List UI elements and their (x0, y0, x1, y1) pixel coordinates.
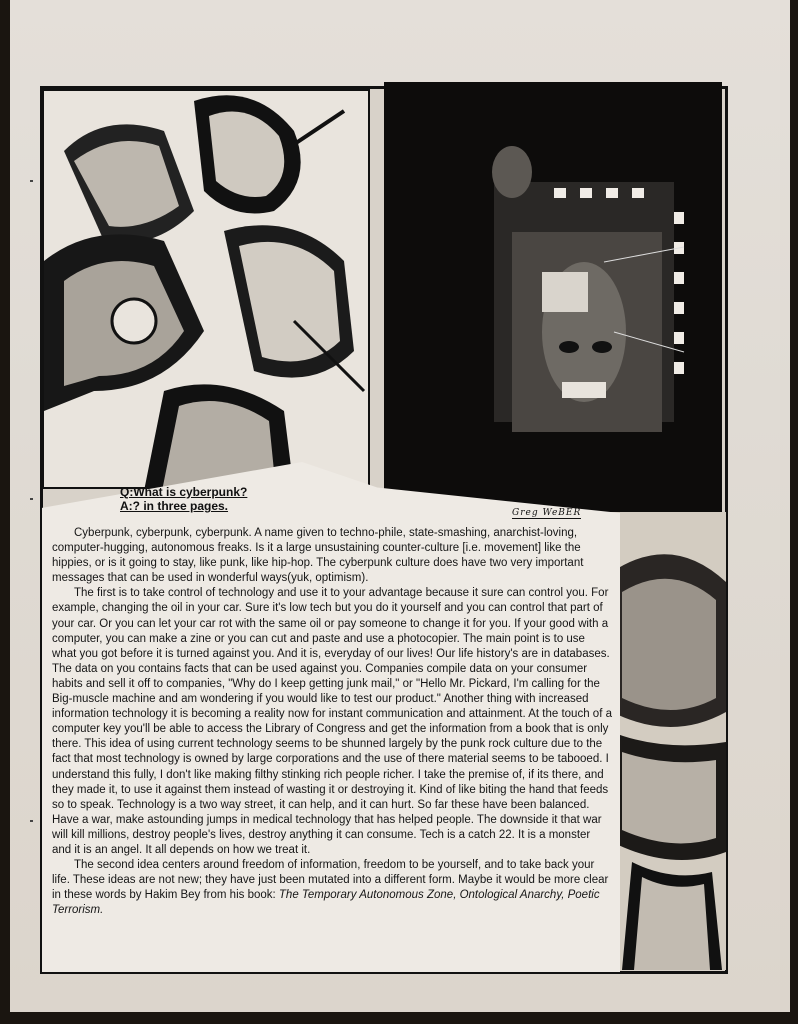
manga-figure-illustration (612, 512, 726, 970)
punch-mark (30, 498, 33, 500)
paragraph-text: The second idea centers around freedom of information, freedom to be yourself, and to take back your life. These ideas are not new; they have just been mutated into a different form. Maybe it would be more clear in these words by Hakim Bey from his book: (52, 859, 609, 902)
photocopied-mask-photo (384, 82, 722, 512)
question-heading: Q:What is cyberpunk? (120, 485, 248, 499)
paragraph (52, 858, 612, 918)
article-heading (120, 485, 247, 513)
book-title: The Temporary Autonomous Zone, Ontological Anarchy, Poetic Terrorism. (52, 889, 600, 917)
manga-robot-illustration (42, 89, 370, 489)
artist-credit: Greg WeBER (512, 508, 582, 518)
answer-heading: A:? in three pages. (120, 499, 229, 513)
punch-mark (30, 820, 33, 822)
paragraph: Cyberpunk, cyberpunk, cyberpunk. A name given to techno-phile, state-smashing, anarchist-loving, computer-hugging, autonomous freaks. Is it a large unsustaining counter-culture [i.e. movement] like the hippies, or is it going to stay, like punk, like hip-hop. The cyberpunk culture does have two very important messages that can be used in wonderful ways(yuk, optimism). (52, 527, 584, 585)
punch-mark (30, 180, 33, 182)
paragraph: The first is to take control of technology and use it to your advantage because it sure can control you. For example, changing the oil in your car. Sure it's low tech but you do it yourself and you can control that part of your car. Or you can let your car rot with the same oil or pay someone to change it for you. If your good with a computer, you can make a zine or you can cut and paste and use a photocopier. The main point is to use what you got before it is turned against you. And it is, everyday of our lives! Our life history's are in databases. The data on you contains facts that can be used against you. Companies compile data on your consumer habits and sell it off to companies, "Why do I keep getting junk mail," or "Hello Mr. Pickard, I'm calling for the Big-muscle machine and am wondering if you would like to test our product." Another thing with increased information technology it is becoming a reality now for instant communication and attainment. At the touch of a computer key you'll be able to access the Library of Congress and get the information from a book that is only there. This idea of using current technology seems to be shunned largely by the punk rock culture due to the fact that most technology is owned by large corporations and the use of there material seems to be tabooed. I understand this fully, I don't like making filthy stinking rich people richer. I take the premise of, if its there, and they made it, to use it against them instead of wasting it or destroying it. Kind of like biting the hand that feeds so to speak. Technology is a two way street, it can help, and it can hurt. So far these have been balanced. Have a war, make astounding jumps in medical technology that has helped people. The downside it that war will kill millions, destroy people's lives, destroy anything it can consume. Tech is a catch 22. It is a monster and it is an angel. It all depends on how we treat it. (52, 587, 612, 856)
article-body (52, 526, 612, 918)
